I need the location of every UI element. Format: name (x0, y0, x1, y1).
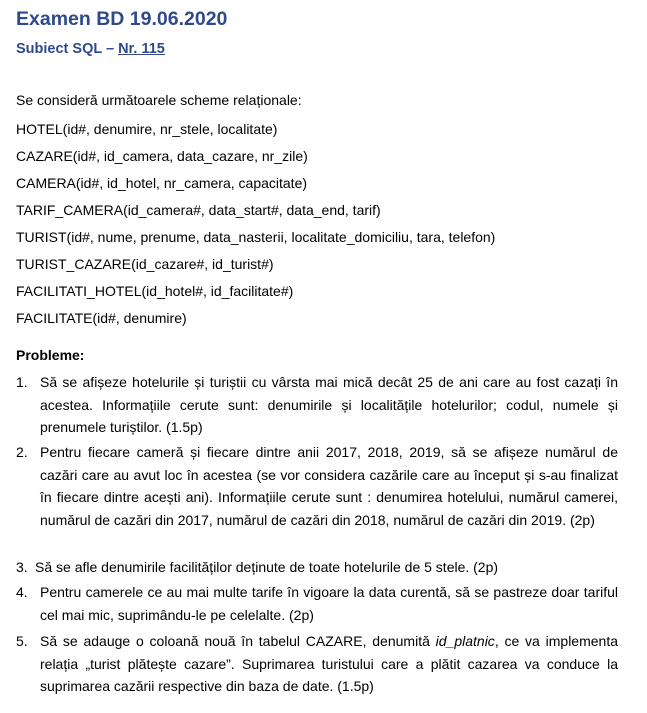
problem-text (40, 630, 618, 698)
schema-cazare: CAZARE(id#, id_camera, data_cazare, nr_zile) (16, 148, 308, 164)
problem-number: 4. (16, 584, 28, 600)
schema-hotel: HOTEL(id#, denumire, nr_stele, localitate) (16, 121, 278, 137)
problem-text: Pentru fiecare cameră și fiecare dintre anii 2017, 2018, 2019, să se afișeze numărul de cazări care au avut loc în acestea (se vor considera cazările care au început și s-au finalizat în fiecare dintre acești ani). Informațiile cerute sunt : denumirea hotelului, numărul camerei, numărul de cazări din 2017, numărul de cazări din 2018, numărul de cazări din 2019. (2p) (40, 444, 618, 528)
problems-heading: Probleme: (16, 347, 85, 363)
schema-turist: TURIST(id#, nume, prenume, data_nasterii, localitate_domiciliu, tara, telefon) (16, 229, 496, 245)
problem-number: 2. (16, 444, 28, 460)
relational-schemas-list (16, 120, 495, 336)
subtitle-prefix: Subiect SQL – (16, 41, 119, 57)
subject-number: Nr. 115 (118, 41, 165, 57)
schema-facilitate: FACILITATE(id#, denumire) (16, 310, 187, 326)
document-subtitle (16, 41, 165, 57)
column-name-id-platnic: id_platnic (435, 633, 495, 649)
problem-text: Pentru camerele ce au mai multe tarife în vigoare la data curentă, să se pastreze doar tariful cel mai mic, suprimându-le pe celelalte. (2p) (40, 584, 618, 623)
schema-camera: CAMERA(id#, id_hotel, nr_camera, capacitate) (16, 175, 308, 191)
problem-text: Să se afișeze hotelurile și turiștii cu vârsta mai mică decât 25 de ani care au fost cazați în acestea. Informațiile cerute sunt: denumirile și localitățile hotelurilor; codul, numele și prenumele turiștilor. (1.5p) (40, 374, 618, 435)
problem-number: 1. (16, 374, 28, 390)
schema-turist-cazare: TURIST_CAZARE(id_cazare#, id_turist#) (16, 256, 274, 272)
schema-tarif-camera: TARIF_CAMERA(id_camera#, data_start#, data_end, tarif) (16, 202, 381, 218)
problem-number: 3. (16, 559, 28, 575)
problem-text-end: , ce va implementa relația „turist plătește cazare”. Suprimarea turistului care a plătit cazarea va conduce la suprimarea cazării respective din baza de date. (1.5p) (40, 633, 618, 694)
document-title: Examen BD 19.06.2020 (16, 8, 228, 30)
intro-text: Se consideră următoarele scheme relaționale: (16, 92, 302, 108)
problem-text-start: Să se adauge o coloană nouă în tabelul CAZARE, denumită (40, 633, 436, 649)
problem-number: 5. (16, 633, 28, 649)
problem-text: Să se afle denumirile facilităților deținute de toate hotelurile de 5 stele. (2p) (35, 559, 499, 575)
schema-facilitati-hotel: FACILITATI_HOTEL(id_hotel#, id_facilitate#) (16, 283, 294, 299)
